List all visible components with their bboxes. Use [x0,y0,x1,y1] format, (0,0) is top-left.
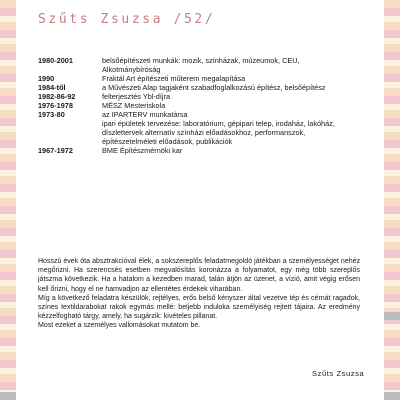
left-gray-band [0,392,16,400]
right-stripe-border [384,0,400,400]
cv-year: 1976-1978 [38,101,73,110]
essay-paragraph: Míg a következő feladatra készülök, rejtélyes, erős belső kényszer által vezetve tép és cérnát ragadok, színes textildarabokat rakok egymás mellé: beljebb induloka személyiség rejtett tájaira. Az eredmény kézzelfogható tárgy, amely, ha sugárzik: kivételes pillanat. [38,294,360,321]
cv-text: MÉSZ Mesteriskola [102,101,166,110]
cv-text: belsőépítészeti munkák: mozik, színházak, múzeumok, CEU, Alkotmánybíróság [102,56,300,74]
cv-row [38,110,358,119]
cv-row [38,146,358,155]
right-gray-band [384,392,400,400]
cv-list [38,56,358,155]
essay-paragraph: Most ezeket a személyes vallomásokat mutatom be. [38,322,201,330]
cv-text: Fraktál Art építészeti műterem megalapítása [102,74,246,83]
cv-row [38,74,358,83]
cv-year: 1982-86-92 [38,92,76,101]
cv-row [38,56,358,74]
cv-text: az IPARTERV munkatársa [102,110,188,119]
cv-row [38,92,358,101]
right-gray-band-upper [384,312,400,320]
cv-row [38,119,358,146]
cv-row [38,101,358,110]
cv-row [38,83,358,92]
signature: Szűts Zsuzsa [312,369,365,378]
cv-year [38,119,102,146]
cv-year: 1980-2001 [38,56,73,65]
cv-year: 1984-től [38,83,66,92]
page-title: Szűts Zsuzsa /52/ [38,12,216,27]
essay-paragraph: Hosszú évek óta absztrakcióval élek, a sokszereplős feladatmegoldó játékban a személyességet nehéz megőrizni. Ha szerencsés esetben megvalósítás koronázza a folyamatot, egy még több szereplős játszma következik. Ha a hatalom a kezedben marad, talán átjön az üzenet, a vízió, amit végig erősen kell őrizni, hogy el ne hamvadjon az ellentétes érdekek viharában. [38,258,360,293]
left-stripe-border [0,0,16,400]
cv-text: felterjesztés Ybl-díjra [102,92,170,101]
cv-text: a Művészeti Alap tagjaként szabadfoglalkozású építész, belsőépítész [102,83,326,92]
cv-year: 1990 [38,74,55,83]
cv-year: 1967-1972 [38,146,73,155]
cv-text: ipari épületek tervezése: laboratórium, gépipari telep, irodaház, lakóház, díszlettervek alternatív színházi előadásokhoz, performanszok, építészetelméleti előadások, publikációk [102,119,335,146]
essay-text [38,257,360,331]
cv-text: BME Építészmérnöki kar [102,146,183,155]
cv-year: 1973-80 [38,110,65,119]
